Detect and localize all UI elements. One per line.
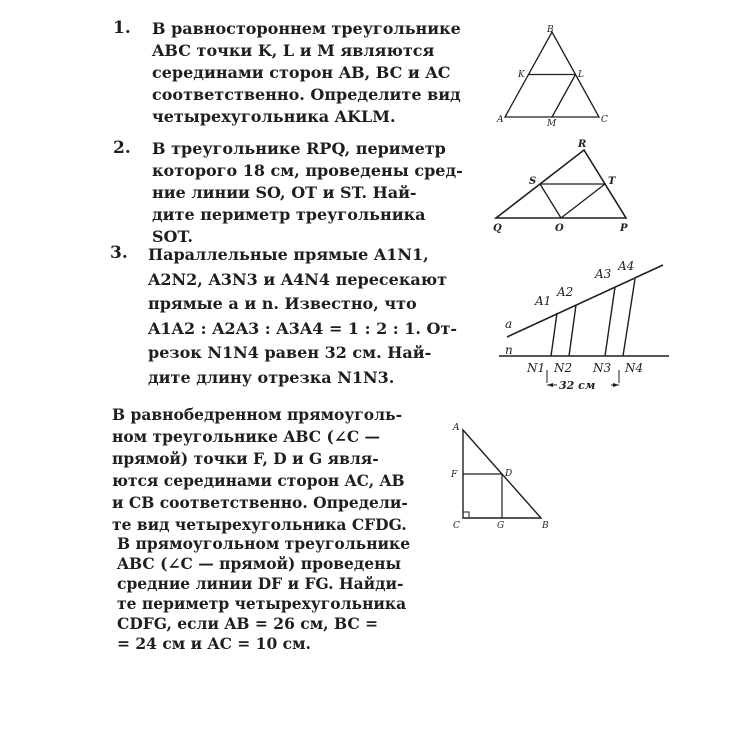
problem-text	[117, 534, 437, 654]
text-line: прямые a и n. Известно, что	[148, 294, 417, 313]
text-line: ном треугольнике ABC (∠C —	[112, 427, 381, 446]
label-k: K	[518, 70, 525, 80]
label-a3: A3	[595, 267, 612, 281]
text-line: те вид четырехугольника CFDG.	[112, 515, 407, 534]
problem-text	[112, 404, 440, 536]
problem-number: 3.	[110, 243, 128, 263]
text-line: четырехугольника AKLM.	[152, 107, 396, 126]
label-a4: A4	[618, 259, 635, 273]
label-a: A	[453, 423, 460, 433]
label-line-n: n	[505, 343, 513, 357]
text-line: дите длину отрезка N1N3.	[148, 367, 395, 387]
text-line: ABC (∠C — прямой) проведены	[117, 554, 401, 573]
label-a1: A1	[535, 294, 552, 308]
text-line: ABC точки K, L и M являются	[152, 41, 435, 60]
label-n2: N2	[554, 361, 573, 375]
text-line: SOT.	[152, 227, 193, 246]
label-f: F	[451, 470, 458, 480]
text-line: Параллельные прямые A1N1,	[148, 245, 429, 264]
label-n1: N1	[527, 361, 546, 375]
figure-equilateral-triangle	[495, 22, 610, 127]
problem-number: 1.	[113, 18, 131, 38]
label-n3: N3	[593, 361, 612, 375]
label-g: G	[497, 521, 505, 531]
label-t: T	[608, 176, 616, 187]
label-r: R	[578, 139, 587, 150]
text-line: соответственно. Определите вид	[152, 85, 461, 104]
label-b: B	[547, 25, 554, 35]
figure-triangle-rpq	[490, 138, 640, 238]
text-line: ние линии SO, OT и ST. Най-	[152, 183, 417, 202]
text-line: те периметр четырехугольника	[117, 594, 407, 613]
label-a2: A2	[557, 285, 574, 299]
text-line: A2N2, A3N3 и A4N4 пересекают	[148, 269, 448, 289]
problem-text	[152, 18, 494, 128]
text-line: прямой) точки F, D и G явля-	[112, 449, 379, 468]
label-line-a: a	[505, 317, 513, 331]
problem-text	[152, 138, 490, 248]
label-a: A	[497, 115, 504, 125]
text-line: которого 18 см, проведены сред-	[152, 161, 463, 180]
figure-parallel-lines	[495, 255, 675, 395]
label-c: C	[601, 115, 608, 125]
text-line: A1A2 : A2A3 : A3A4 = 1 : 2 : 1. От-	[148, 318, 458, 338]
label-l: L	[578, 70, 584, 80]
measure-label: 32 см	[559, 379, 596, 392]
text-line: = 24 см и AC = 10 см.	[117, 634, 311, 653]
label-o: O	[555, 223, 564, 234]
text-line: В треугольнике RPQ, периметр	[152, 139, 446, 158]
label-b: B	[542, 521, 549, 531]
label-c: C	[453, 521, 460, 531]
label-p: P	[620, 223, 628, 234]
problem-text	[148, 243, 480, 390]
text-line: В равнобедренном прямоуголь-	[112, 405, 403, 424]
text-line: резок N1N4 равен 32 см. Най-	[148, 343, 432, 362]
figure-right-isosceles-triangle	[445, 418, 560, 533]
label-s: S	[529, 176, 537, 187]
text-line: В прямоугольном треугольнике	[117, 534, 411, 553]
text-line: CDFG, если AB = 26 см, BC =	[117, 614, 379, 633]
text-line: и CB соответственно. Определи-	[112, 493, 408, 512]
text-line: В равностороннем треугольнике	[152, 19, 461, 38]
text-line: серединами сторон AB, BC и AC	[152, 63, 451, 82]
problem-number: 2.	[113, 138, 131, 158]
text-line: дите периметр треугольника	[152, 205, 426, 224]
label-m: M	[547, 119, 557, 129]
label-q: Q	[493, 223, 502, 234]
label-n4: N4	[625, 361, 644, 375]
label-d: D	[505, 469, 513, 479]
text-line: ются серединами сторон AC, AB	[112, 471, 405, 490]
text-line: средние линии DF и FG. Найди-	[117, 574, 404, 593]
